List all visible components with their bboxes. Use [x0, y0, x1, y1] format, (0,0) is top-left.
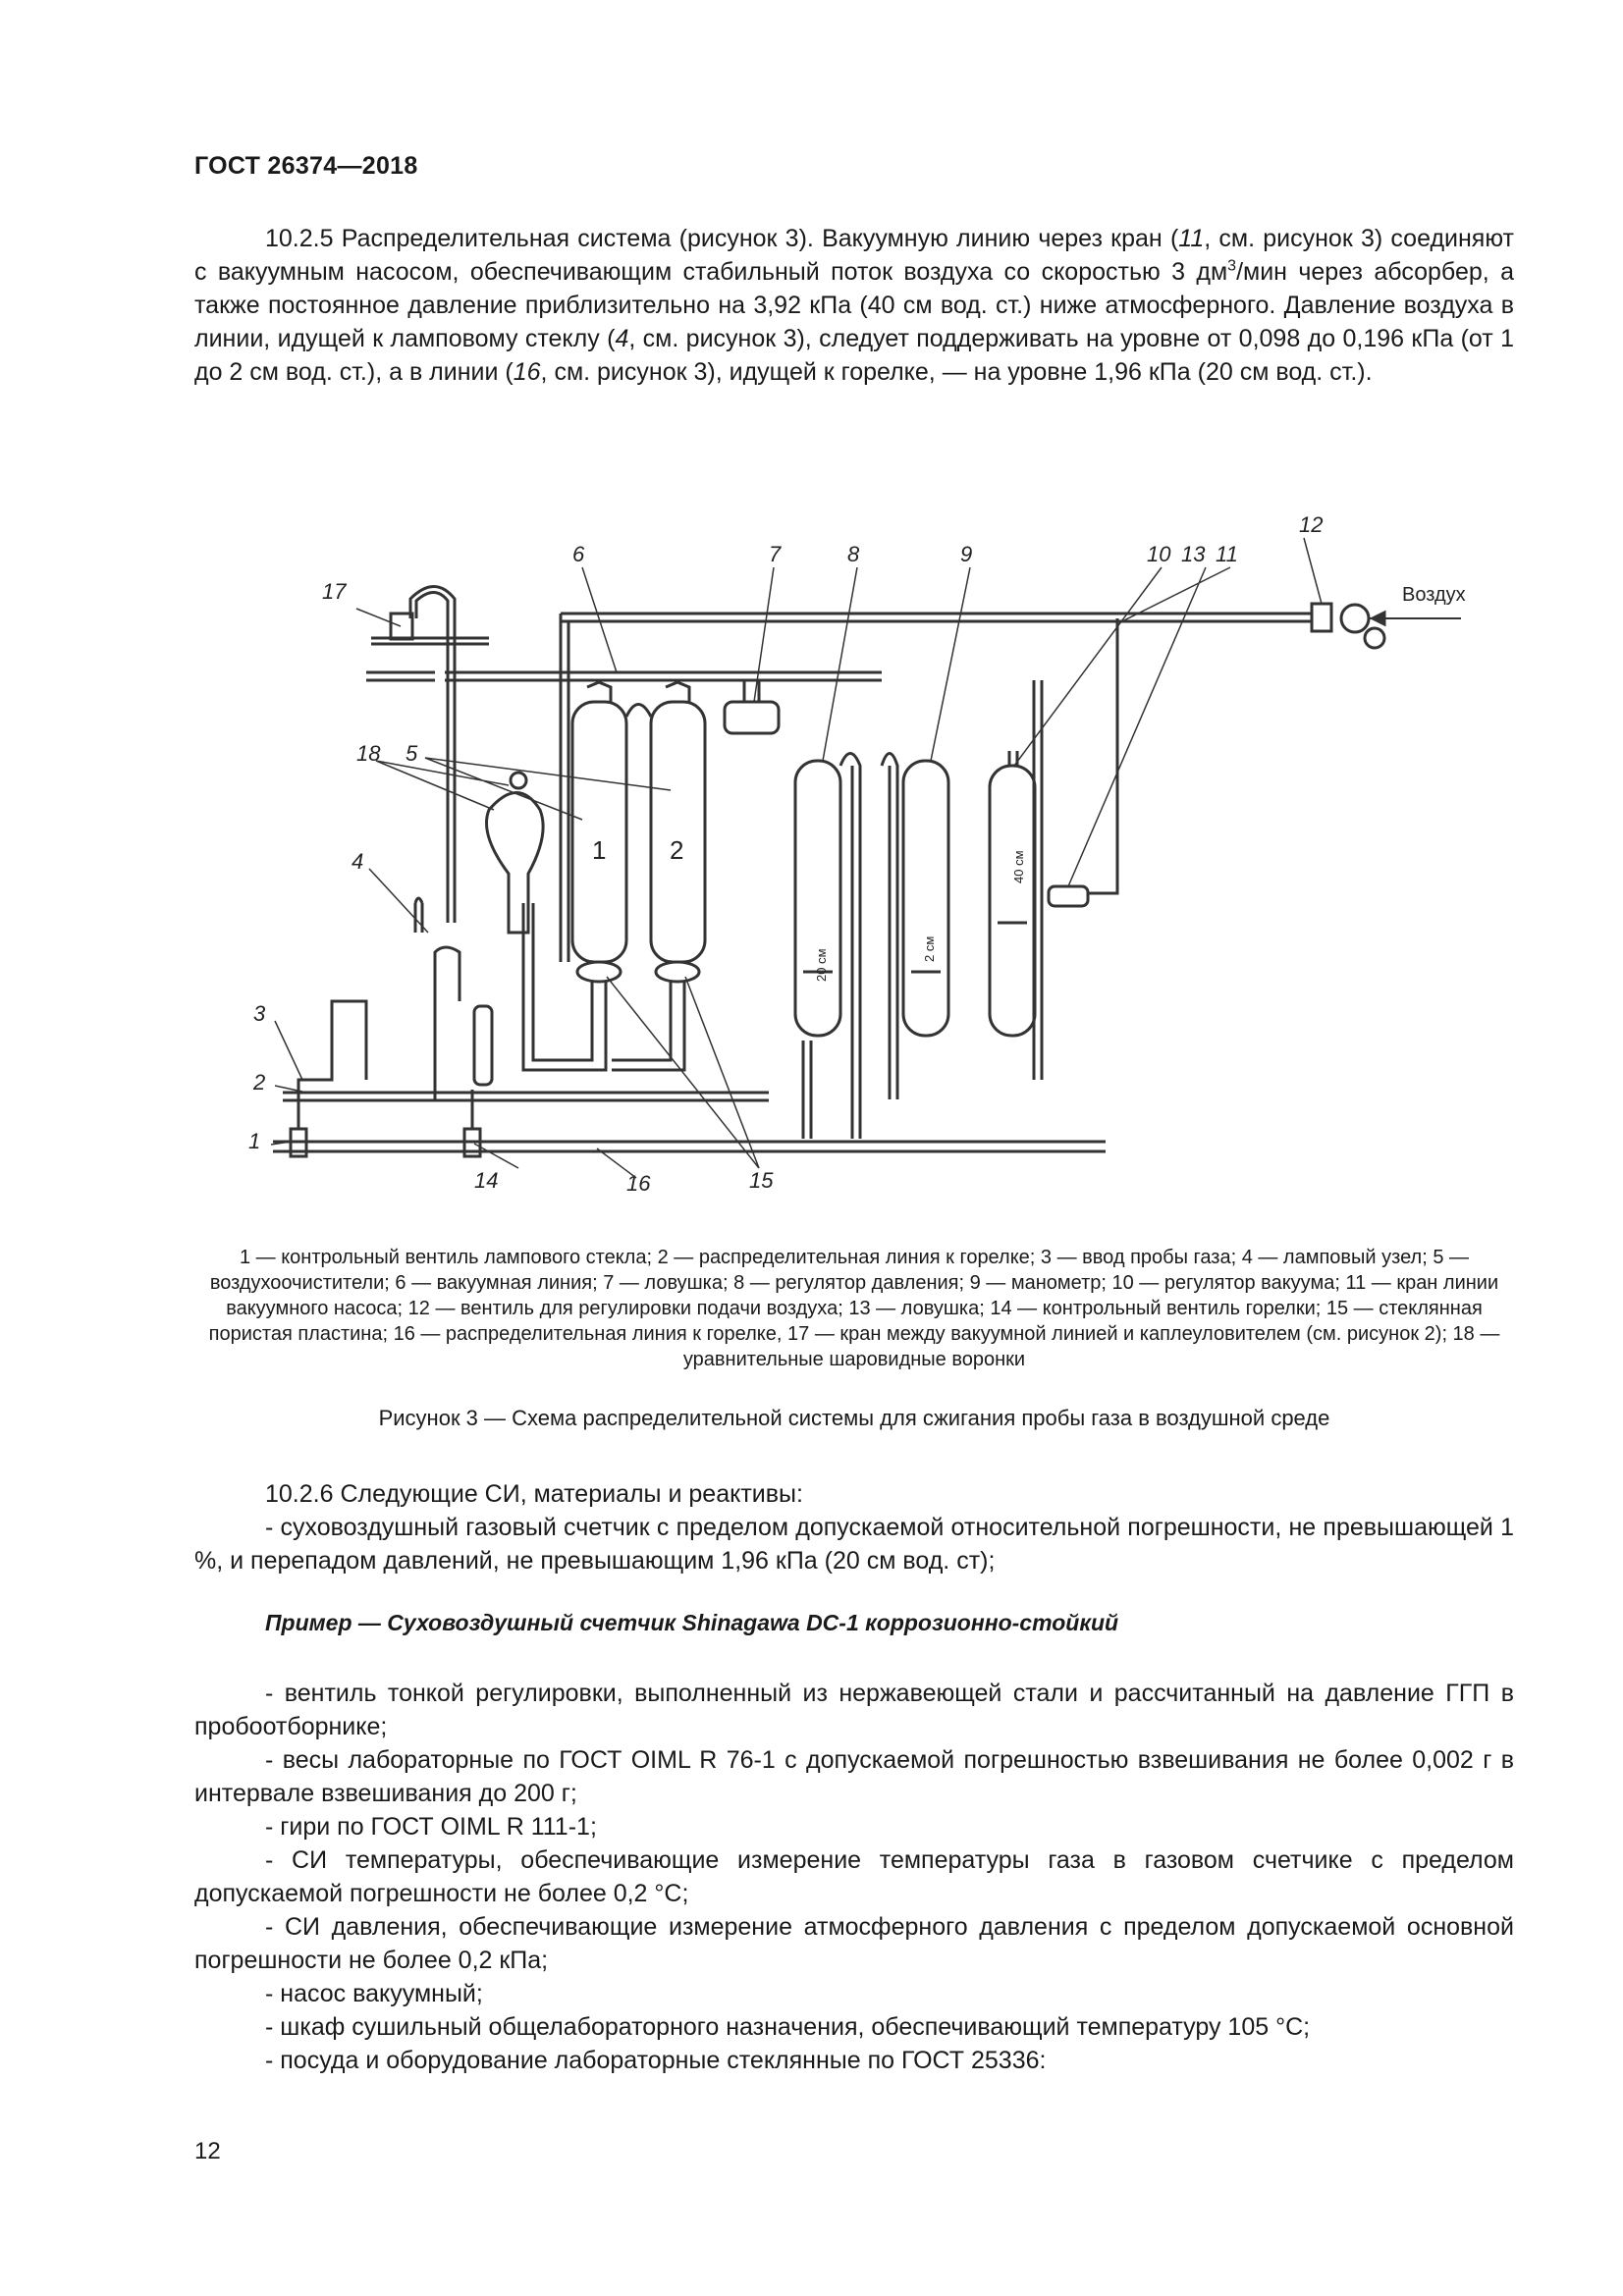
label-16: 16 [626, 1171, 651, 1196]
scale-40cm: 40 см [1011, 850, 1026, 883]
list-item: - СИ температуры, обеспечивающие измерение температуры газа в газовом счетчике с пределом допускаемой погрешности не более 0,2 °С; [194, 1846, 1514, 1907]
figure-3-diagram [194, 491, 1514, 1237]
pressure-regulator-8 [795, 761, 840, 1036]
list-item: - шкаф сушильный общелабораторного назначения, обеспечивающий температуру 105 °С; [265, 2013, 1311, 2041]
label-11: 11 [1216, 542, 1238, 566]
scale-2cm: 2 см [922, 935, 937, 962]
list-item: - гири по ГОСТ OIML R 111-1; [265, 1813, 597, 1841]
page-number: 12 [194, 2138, 221, 2164]
label-3: 3 [253, 1001, 266, 1026]
lamp-unit-4 [474, 1006, 492, 1085]
label-9: 9 [960, 542, 973, 566]
trap-13 [1049, 886, 1088, 906]
label-13: 13 [1181, 542, 1206, 566]
label-10: 10 [1147, 542, 1171, 566]
figure-title: Рисунок 3 — Схема распределительной системы для сжигания пробы газа в воздушной среде [378, 1406, 1330, 1430]
distribution-line-16 [273, 1142, 1106, 1151]
label-12: 12 [1299, 512, 1324, 537]
distribution-line-2 [283, 1093, 769, 1100]
air-valve-12 [1312, 604, 1331, 631]
manometer-9 [903, 761, 948, 1036]
label-14: 14 [474, 1168, 499, 1193]
figure-caption: 1 — контрольный вентиль лампового стекла; 2 — распределительная линия к горелке; 3 — ввод пробы газа; 4 — ламповый узел; 5 — воздухоочистители; 6 — вакуумная линия; 7 — ловушка; 8 — регулятор давления; 9 — манометр; 10 — регулятор вакуума; 11 — кран линии вакуумного насоса; 12 — вентиль для регулировки подачи воздуха; 13 — ловушка; 14 — контрольный вентиль горелки; 15 — стеклянная пористая пластина; 16 — распределительная линия к горелке, 17 — кран между вакуумной линией и каплеуловителем (см. рисунок 2); 18 — уравнительные шаровидные воронки [208, 1247, 1500, 1370]
list-item: - весы лабораторные по ГОСТ OIML R 76-1 с допускаемой погрешностью взвешивания не более 0,002 г в интервале взвешивания до 200 г; [194, 1746, 1514, 1807]
label-6: 6 [572, 542, 585, 566]
label-8: 8 [847, 542, 860, 566]
column-number-2: 2 [670, 835, 684, 865]
list-item: - насос вакуумный; [265, 1980, 483, 2007]
scale-20cm: 20 см [814, 948, 829, 982]
list-item: - СИ давления, обеспечивающие измерение атмосферного давления с пределом допускаемой основной погрешности не более 0,2 кПа; [194, 1913, 1514, 1974]
purifier-column-2 [651, 702, 705, 962]
list-item: - вентиль тонкой регулировки, выполненный из нержавеющей стали и рассчитанный на давление ГГП в пробоотборнике; [194, 1680, 1514, 1740]
label-5: 5 [406, 741, 418, 766]
purifier-column-1 [572, 702, 626, 962]
label-15: 15 [749, 1168, 774, 1193]
label-1: 1 [248, 1129, 261, 1153]
column-number-1: 1 [592, 835, 607, 865]
label-2: 2 [253, 1070, 266, 1095]
label-17: 17 [322, 579, 347, 604]
label-4: 4 [352, 849, 364, 874]
label-18: 18 [356, 741, 381, 766]
item-gas-meter: - суховоздушный газовый счетчик с пределом допускаемой относительной погрешности, не превышающей 1 %, и перепадом давлений, не превышающим 1,96 кПа (20 см вод. ст); [194, 1514, 1514, 1575]
example-note: Пример — Суховоздушный счетчик Shinagawa DC-1 коррозионно-стойкий [265, 1610, 1119, 1635]
list-item: - посуда и оборудование лабораторные стеклянные по ГОСТ 25336: [265, 2047, 1047, 2074]
vacuum-regulator-10 [990, 766, 1035, 1036]
document-header: ГОСТ 26374—2018 [194, 152, 418, 180]
vacuum-line-6 [561, 614, 1265, 621]
air-label: Воздух [1402, 584, 1466, 606]
paragraph-10-2-6: 10.2.6 Следующие СИ, материалы и реактивы: [265, 1480, 803, 1508]
label-7: 7 [769, 542, 782, 566]
trap-7 [725, 702, 779, 733]
paragraph-10-2-5: 10.2.5 Распределительная система (рисунок 3). Вакуумную линию через кран (11, см. рисунок 3) соединяют с вакуумным насосом, обеспечивающим стабильный поток воздуха со скоростью 3 $дм^3$/мин через абсорбер, а также постоянное давление приблизительно на 3,92 кПа (40 см вод. ст.) ниже атмосферного. Давление воздуха в линии, идущей к ламповому стеклу (4, см. рисунок 3), следует поддерживать на уровне от 0,098 до 0,196 кПа (от 1 до 2 см вод. ст.), а в линии (16, см. рисунок 3), идущей к горелке, — на уровне 1,96 кПа (20 см вод. ст.). [194, 225, 1515, 386]
